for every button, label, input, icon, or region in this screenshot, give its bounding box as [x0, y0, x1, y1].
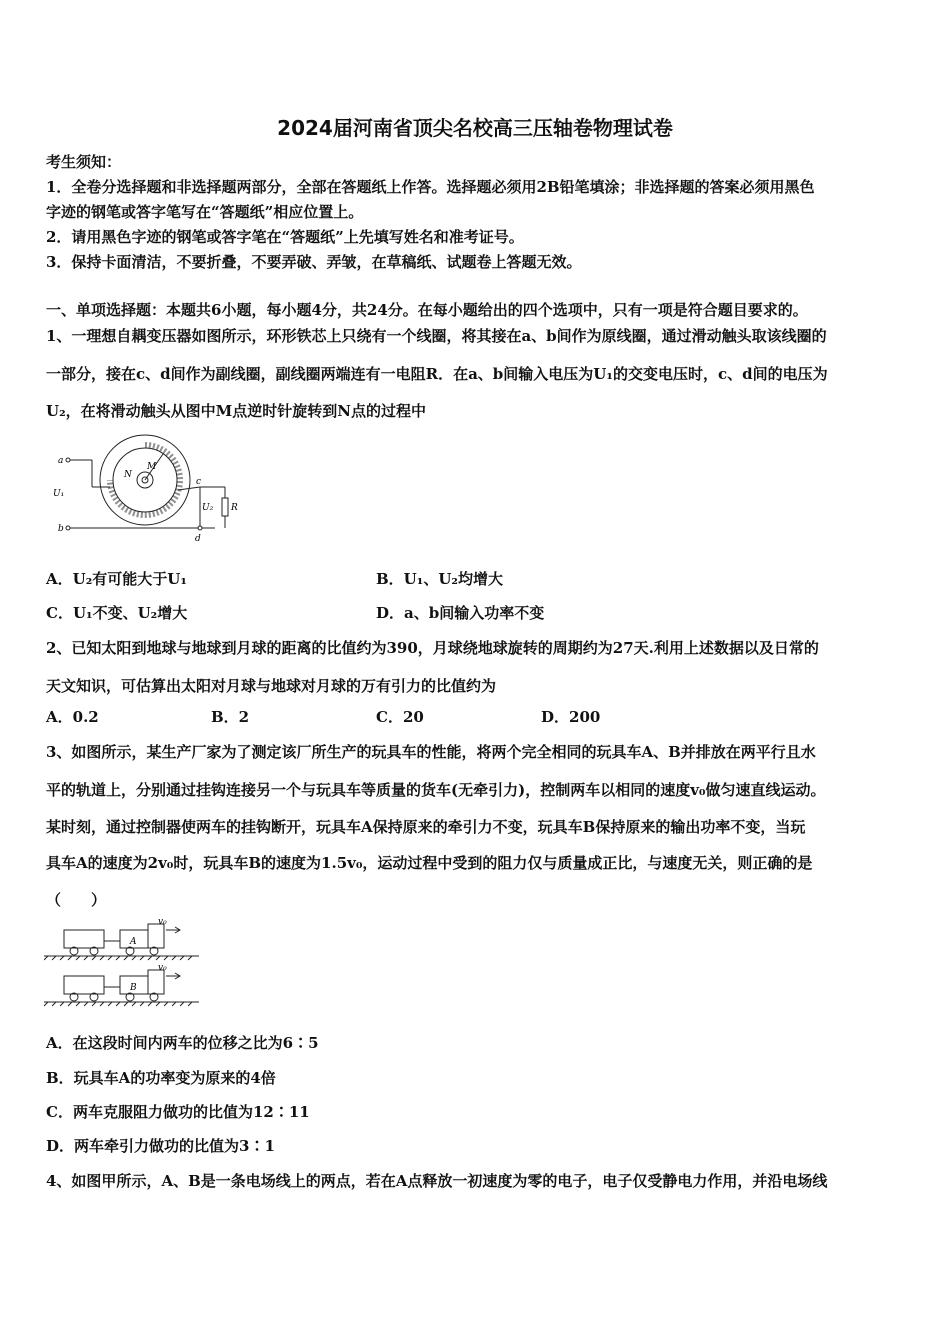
- q2-option-d[interactable]: D．200: [541, 708, 601, 726]
- q3-option-b[interactable]: B．玩具车A的功率变为原来的4倍: [46, 1069, 276, 1087]
- q1-text: 1、一理想自耦变压器如图所示，环形铁芯上只绕有一个线圈，将其接在a、b间作为原线圈，通过滑动触头取该线圈的: [46, 327, 827, 345]
- q3-text: 3、如图所示，某生产厂家为了测定该厂所生产的玩具车的性能，将两个完全相同的玩具车A、B并排放在两平行且水: [46, 743, 816, 761]
- section-heading: 一、单项选择题：本题共6小题，每小题4分，共24分。在每小题给出的四个选项中，只有一项是符合题目要求的。: [46, 301, 808, 319]
- q2-option-a[interactable]: A．0.2: [46, 708, 99, 726]
- page-title: 2024届河南省顶尖名校高三压轴卷物理试卷: [277, 116, 673, 140]
- notice-item: 1．全卷分选择题和非选择题两部分，全部在答题纸上作答。选择题必须用2B铅笔填涂；非选择题的答案必须用黑色: [46, 178, 815, 196]
- toy-cars-figure: [44, 916, 204, 1012]
- notice-item: 2．请用黑色字迹的钢笔或答字笔在“答题纸”上先填写姓名和准考证号。: [46, 228, 524, 246]
- label-U1: U₁: [53, 489, 65, 499]
- notice-heading: 考生须知：: [46, 153, 122, 171]
- q3-text: 平的轨道上，分别通过挂钩连接另一个与玩具车等质量的货车(无牵引力)，控制两车以相同的速度v₀做匀速直线运动。: [46, 781, 826, 799]
- velocity-b-label: v₀: [158, 963, 167, 973]
- q3-option-d[interactable]: D．两车牵引力做功的比值为3∶1: [46, 1137, 275, 1155]
- q1-option-a[interactable]: A．U₂有可能大于U₁: [46, 570, 187, 588]
- label-U2: U₂: [202, 503, 214, 513]
- q2-option-c[interactable]: C．20: [376, 708, 424, 726]
- q1-text: 一部分，接在c、d间作为副线圈，副线圈两端连有一电阻R．在a、b间输入电压为U₁的交变电压时，c、d间的电压为: [46, 365, 828, 383]
- q1-option-b[interactable]: B．U₁、U₂均增大: [376, 570, 503, 588]
- label-b: b: [58, 524, 64, 534]
- velocity-a-label: v₀: [158, 917, 167, 927]
- q3-text: 具车A的速度为2v₀时，玩具车B的速度为1.5v₀，运动过程中受到的阻力仅与质量成正比，与速度无关，则正确的是: [46, 854, 813, 872]
- q3-text: 某时刻，通过控制器使两车的挂钩断开，玩具车A保持原来的牵引力不变，玩具车B保持原来的输出功率不变，当玩: [46, 818, 806, 836]
- q3-option-c[interactable]: C．两车克服阻力做功的比值为12∶11: [46, 1103, 310, 1121]
- q2-option-b[interactable]: B．2: [211, 708, 250, 726]
- q2-text: 2、已知太阳到地球与地球到月球的距离的比值约为390，月球绕地球旋转的周期约为27天.利用上述数据以及日常的: [46, 639, 819, 657]
- q4-text: 4、如图甲所示，A、B是一条电场线上的两点，若在A点释放一初速度为零的电子，电子仅受静电力作用，并沿电场线: [46, 1172, 828, 1190]
- label-N: N: [124, 470, 132, 480]
- notice-item: 字迹的钢笔或答字笔写在“答题纸”相应位置上。: [46, 203, 364, 221]
- label-a: a: [58, 456, 64, 466]
- notice-item: 3．保持卡面清洁，不要折叠，不要弄破、弄皱，在草稿纸、试题卷上答题无效。: [46, 253, 582, 271]
- q3-option-a[interactable]: A．在这段时间内两车的位移之比为6∶5: [46, 1034, 319, 1052]
- q1-option-d[interactable]: D．a、b间输入功率不变: [376, 604, 545, 622]
- q1-option-c[interactable]: C．U₁不变、U₂增大: [46, 604, 188, 622]
- label-c: c: [196, 477, 202, 487]
- transformer-figure: [50, 432, 250, 544]
- q2-text: 天文知识，可估算出太阳对月球与地球对月球的万有引力的比值约为: [46, 677, 497, 695]
- car-b-label: B: [130, 983, 137, 993]
- car-a-label: A: [130, 937, 137, 947]
- label-d: d: [195, 534, 201, 544]
- label-M: M: [147, 462, 157, 472]
- q1-text: U₂，在将滑动触头从图中M点逆时针旋转到N点的过程中: [46, 402, 426, 420]
- q3-text: （ ）: [46, 891, 107, 909]
- label-R: R: [231, 503, 238, 513]
